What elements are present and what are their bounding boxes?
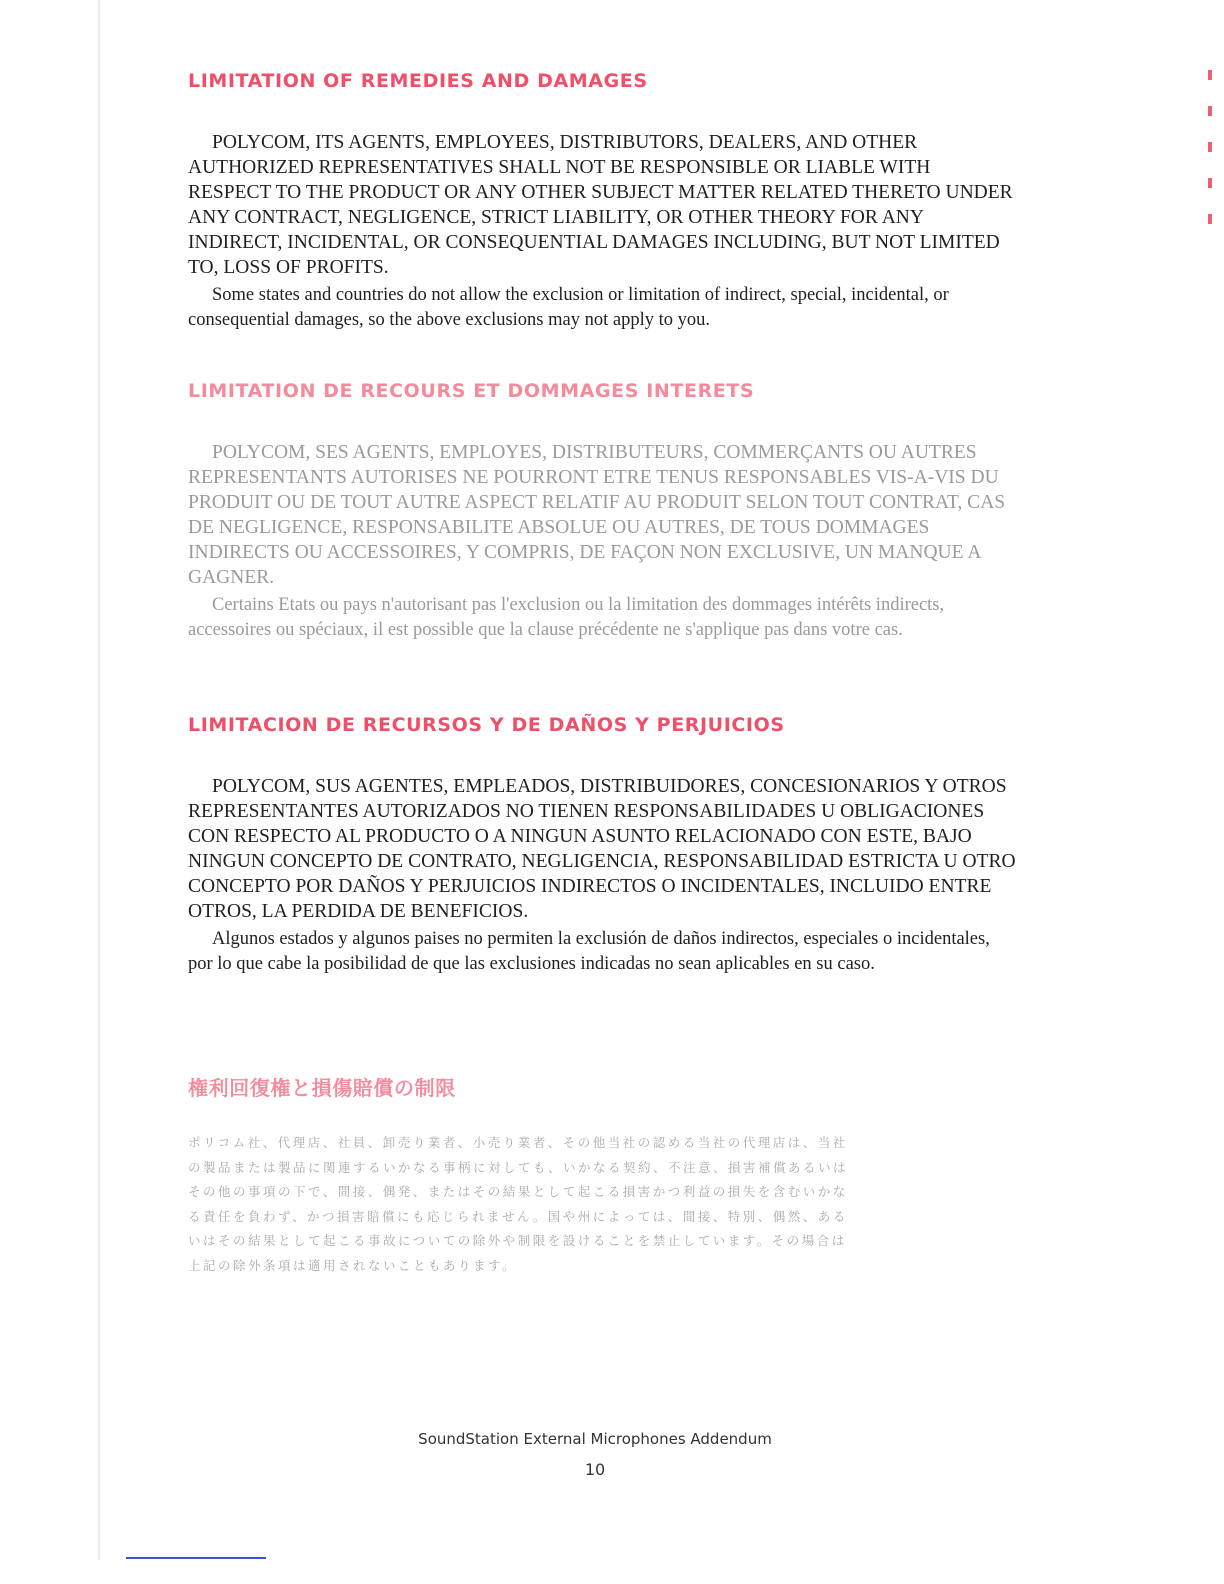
body-spanish: POLYCOM, SUS AGENTES, EMPLEADOS, DISTRIBUIDORES, CONCESIONARIOS Y OTROS REPRESENTANTES AUTORIZADOS NO TIENEN RESPONSABILIDADES U OBLIGACIONES CON RESPECTO AL PRODUCTO O A NINGUN ASUNTO RELACIONADO CON ESTE, BAJO NINGUN CONCEPTO DE CONTRATO, NEGLIGENCIA, RESPONSABILIDAD ESTRICTA U OTRO CONCEPTO POR DAÑOS Y PERJUICIOS INDIRECTOS O INCIDENTALES, INCLUIDO ENTRE OTROS, LA PERDIDA DE BENEFICIOS.: [188, 776, 1016, 922]
note-english: Some states and countries do not allow the exclusion or limitation of indirect, special, incidental, or consequential damages, so the above exclusions may not apply to you.: [188, 285, 949, 330]
body-french: POLYCOM, SES AGENTS, EMPLOYES, DISTRIBUTEURS, COMMERÇANTS OU AUTRES REPRESENTANTS AUTORISES NE POURRONT ETRE TENUS RESPONSABLES VIS-A-VIS DU PRODUIT OU DE TOUT AUTRE ASPECT RELATIF AU PRODUIT SELON TOUT CONTRAT, CAS DE NEGLIGENCE, RESPONSABILITE ABSOLUE OU AUTRES, DE TOUS DOMMAGES INDIRECTS OU ACCESSOIRES, Y COMPRIS, DE FAÇON NON EXCLUSIVE, UN MANQUE A GAGNER.: [188, 442, 1006, 588]
bottom-link-underline: [126, 1557, 266, 1559]
section-japanese: [188, 1072, 853, 1278]
section-french: [188, 380, 1018, 643]
margin-marks: [1204, 70, 1218, 250]
heading-french: LIMITATION DE RECOURS ET DOMMAGES INTERETS: [188, 380, 755, 402]
heading-japanese: 権利回復権と損傷賠償の制限: [188, 1076, 456, 1100]
section-spanish: [188, 714, 1018, 977]
page-edge: [98, 0, 100, 1560]
body-english: POLYCOM, ITS AGENTS, EMPLOYEES, DISTRIBUTORS, DEALERS, AND OTHER AUTHORIZED REPRESENTATIVES SHALL NOT BE RESPONSIBLE OR LIABLE WITH RESPECT TO THE PRODUCT OR ANY OTHER SUBJECT MATTER RELATED THERETO UNDER ANY CONTRACT, NEGLIGENCE, STRICT LIABILITY, OR OTHER THEORY FOR ANY INDIRECT, INCIDENTAL, OR CONSEQUENTIAL DAMAGES INCLUDING, BUT NOT LIMITED TO, LOSS OF PROFITS.: [188, 132, 1013, 278]
body-japanese: ポリコム社、代理店、社員、卸売り業者、小売り業者、その他当社の認める当社の代理店は、当社の製品または製品に関連するいかなる事柄に対しても、いかなる契約、不注意、損害補償あるいはその他の事項の下で、間接、偶発、またはその結果として起こる損害かつ利益の損失を含むいかなる責任を負わず、かつ損害賠償にも応じられません。国や州によっては、間接、特別、偶然、あるいはその結果として起こる事故についての除外や制限を設けることを禁止しています。その場合は上記の除外条項は適用されないこともあります。: [188, 1135, 849, 1273]
note-french: Certains Etats ou pays n'autorisant pas l'exclusion ou la limitation des dommages intérêts indirects, accessoires ou spéciaux, il est possible que la clause précédente ne s'applique pas dans votre cas.: [188, 595, 945, 640]
section-english: [188, 70, 1018, 333]
page-number: 10: [584, 1460, 606, 1479]
heading-spanish: LIMITACION DE RECURSOS Y DE DAÑOS Y PERJUICIOS: [188, 714, 785, 736]
note-spanish: Algunos estados y algunos paises no permiten la exclusión de daños indirectos, especiales o incidentales, por lo que cabe la posibilidad de que las exclusiones indicadas no sean aplicables en su caso.: [188, 929, 990, 974]
heading-english: LIMITATION OF REMEDIES AND DAMAGES: [188, 70, 648, 92]
footer-title: SoundStation External Microphones Addendum: [418, 1430, 772, 1448]
